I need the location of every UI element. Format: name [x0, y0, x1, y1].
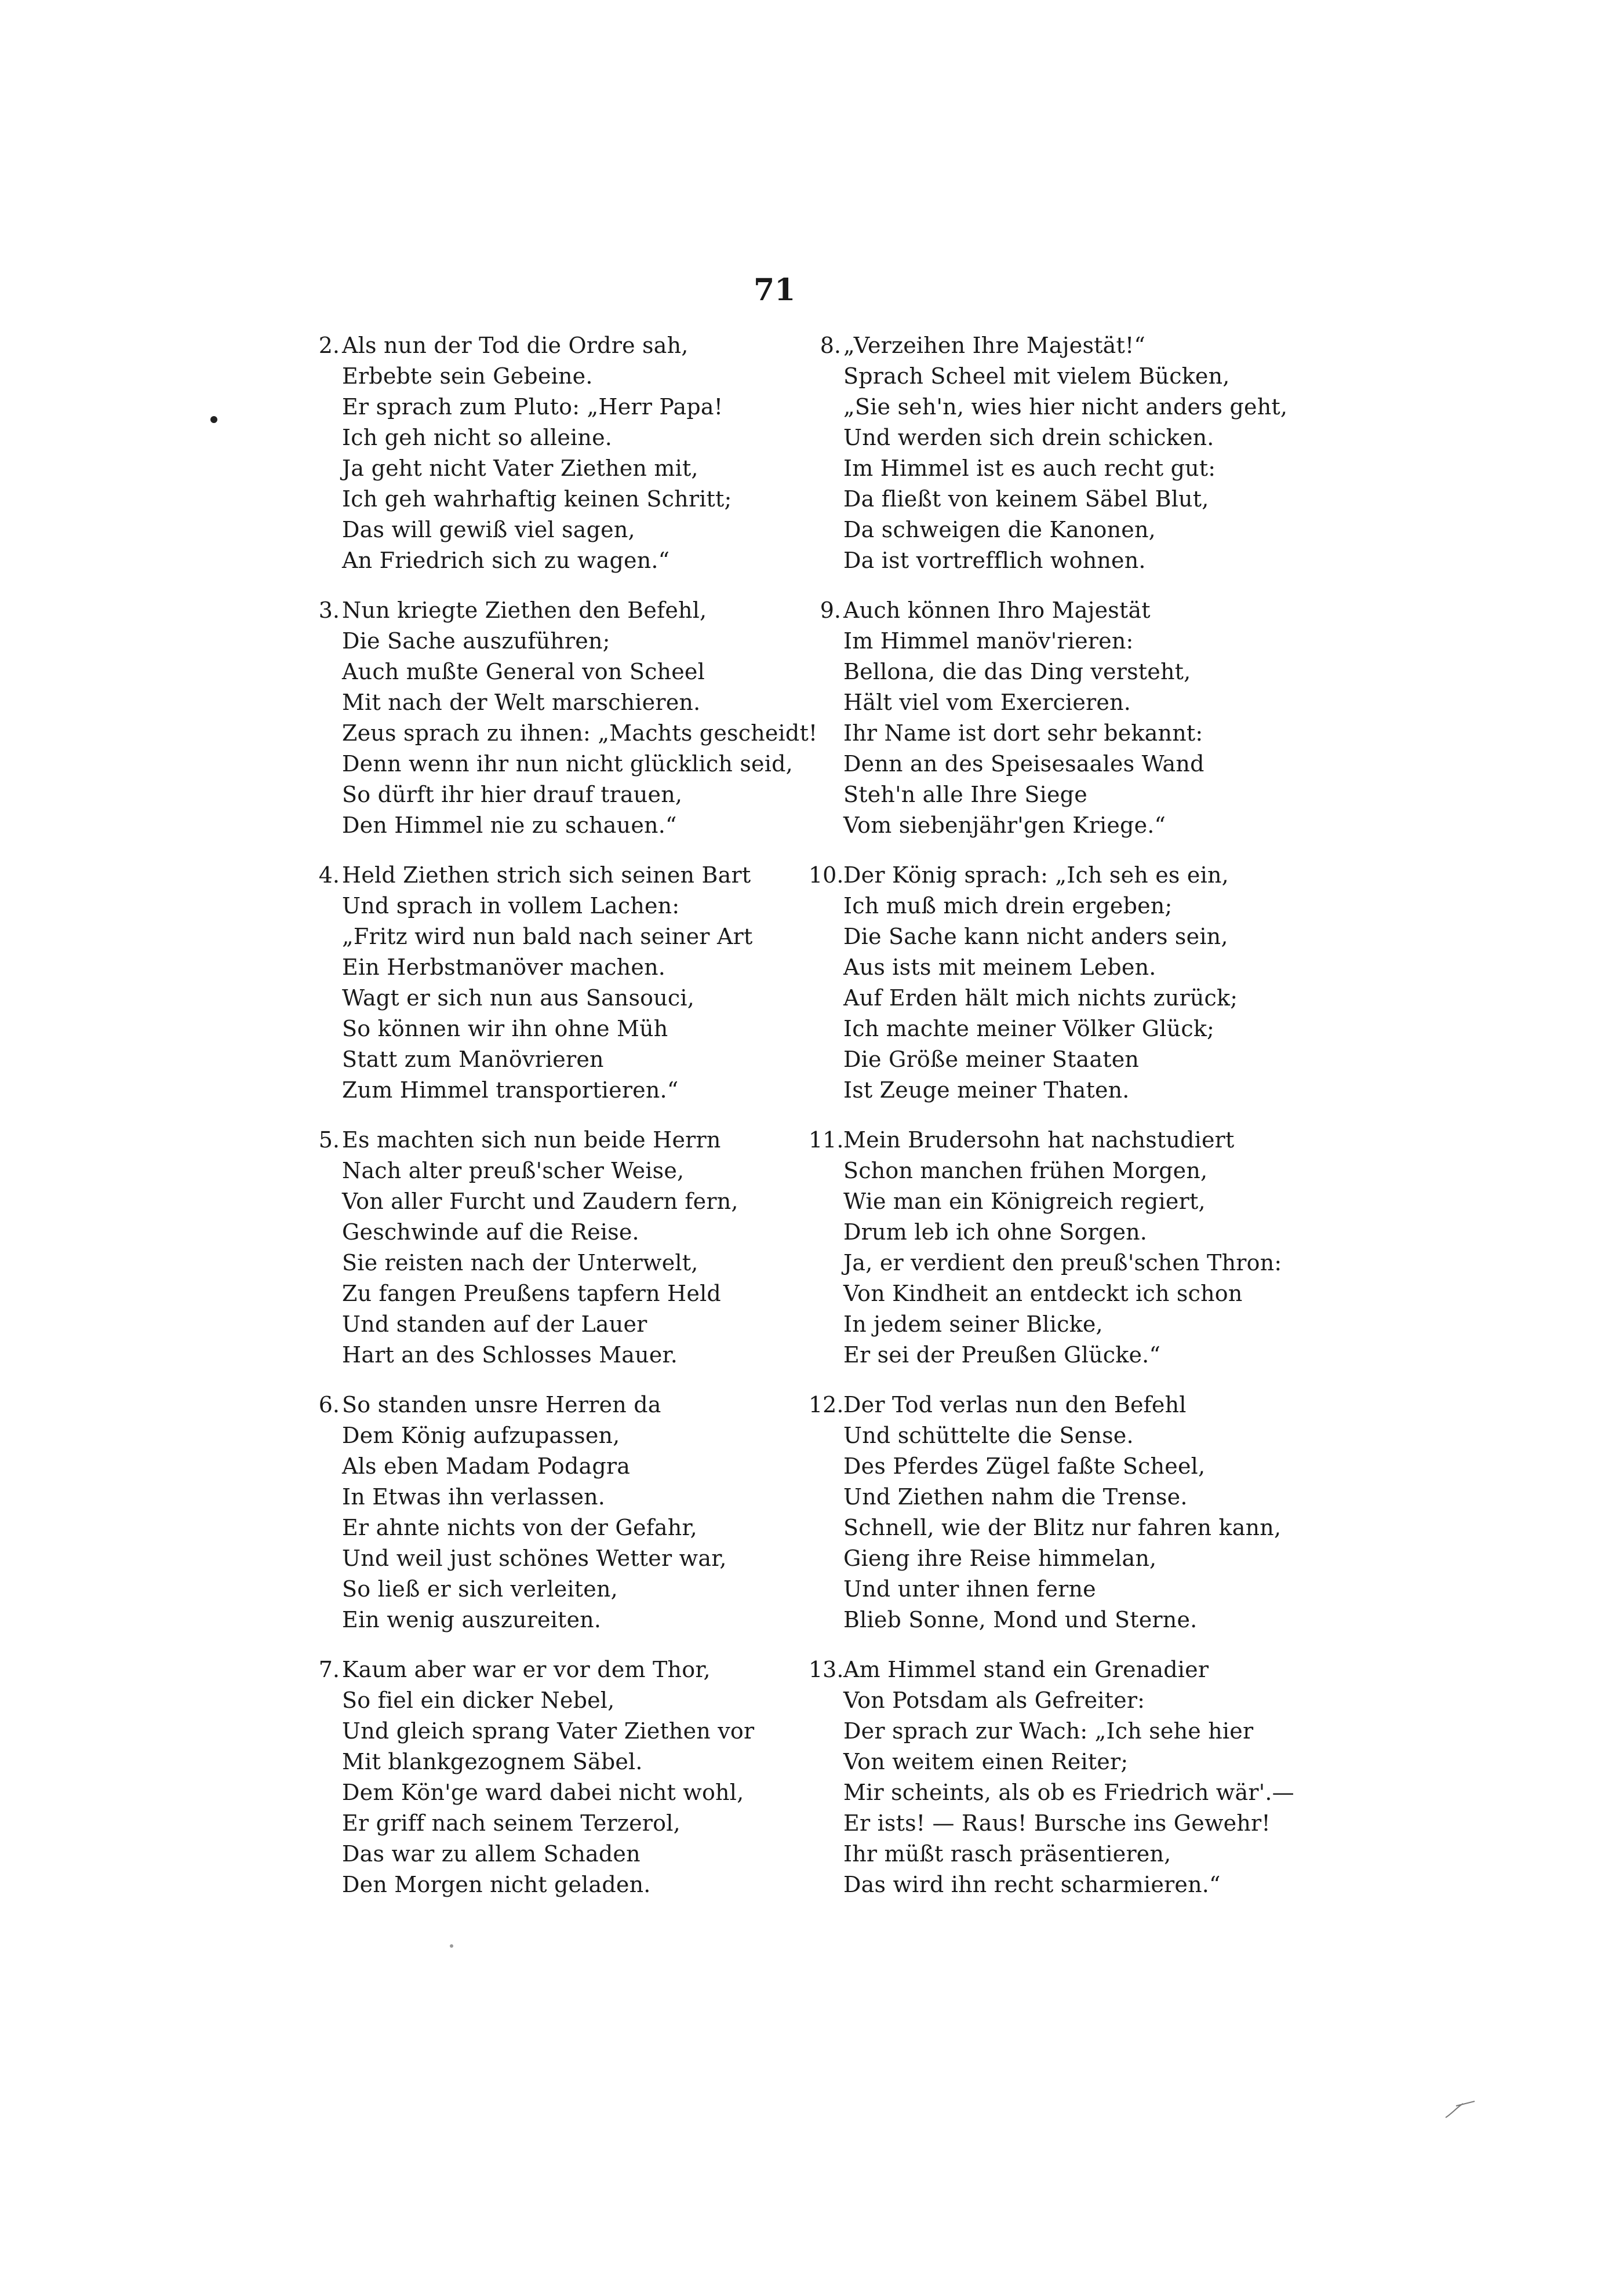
stanza	[809, 1390, 1307, 1635]
verse-line: „Verzeihen Ihre Majestät!“	[843, 333, 1146, 358]
verse-line: Sprach Scheel mit vielem Bücken,	[843, 363, 1230, 389]
verse-line: Denn an des Speisesaales Wand	[843, 751, 1204, 777]
verse-line: „Fritz wird nun bald nach seiner Art	[342, 924, 753, 949]
verse-line: Wie man ein Königreich regiert,	[843, 1189, 1206, 1214]
verse-line: Drum leb ich ohne Sorgen.	[843, 1219, 1148, 1245]
verse-line: Kaum aber war er vor dem Thor,	[342, 1657, 711, 1682]
verse-line: So standen unsre Herren da	[342, 1392, 661, 1417]
verse-line: So dürft ihr hier drauf trauen,	[342, 782, 683, 807]
verse-line: Den Morgen nicht geladen.	[342, 1872, 651, 1897]
verse-line: Von weitem einen Reiter;	[843, 1749, 1129, 1774]
stanza-number: 7.	[318, 1657, 340, 1682]
verse-line: An Friedrich sich zu wagen.“	[342, 548, 670, 573]
verse-line: Von aller Furcht und Zaudern fern,	[342, 1189, 738, 1214]
stanza	[809, 595, 1307, 841]
verse-line: Ein Herbstmanöver machen.	[342, 954, 666, 980]
verse-line: Und sprach in vollem Lachen:	[342, 893, 680, 919]
verse-line: Das will gewiß viel sagen,	[342, 517, 635, 542]
stanza-number: 11.	[809, 1127, 844, 1153]
verse-line: Zeus sprach zu ihnen: „Machts gescheidt!	[342, 720, 818, 746]
stanza-number: 13.	[809, 1657, 844, 1682]
verse-line: Statt zum Manövrieren	[342, 1047, 604, 1072]
verse-line: Er griff nach seinem Terzerol,	[342, 1810, 681, 1836]
verse-line: Im Himmel manöv'rieren:	[843, 628, 1134, 654]
left-column	[307, 330, 818, 1900]
verse-line: Von Potsdam als Gefreiter:	[843, 1688, 1145, 1713]
verse-line: Den Himmel nie zu schauen.“	[342, 812, 677, 838]
verse-line: Des Pferdes Zügel faßte Scheel,	[843, 1453, 1206, 1479]
verse-line: Ihr Name ist dort sehr bekannt:	[843, 720, 1203, 746]
verse-line: Und weil just schönes Wetter war,	[342, 1546, 727, 1571]
verse-line: Und werden sich drein schicken.	[843, 425, 1214, 450]
verse-line: Erbebte sein Gebeine.	[342, 363, 593, 389]
verse-line: Dem König aufzupassen,	[342, 1423, 620, 1448]
verse-line: Als nun der Tod die Ordre sah,	[342, 333, 689, 358]
stanza-number: 9.	[820, 597, 841, 623]
verse-line: Ja, er verdient den preuß'schen Thron:	[843, 1250, 1282, 1275]
verse-line: Der sprach zur Wach: „Ich sehe hier	[843, 1718, 1254, 1744]
verse-line: Die Sache kann nicht anders sein,	[843, 924, 1228, 949]
verse-line: Der Tod verlas nun den Befehl	[843, 1392, 1187, 1417]
verse-line: So fiel ein dicker Nebel,	[342, 1688, 615, 1713]
verse-line: So können wir ihn ohne Müh	[342, 1016, 668, 1041]
verse-line: Ich muß mich drein ergeben;	[843, 893, 1173, 919]
verse-line: Held Ziethen strich sich seinen Bart	[342, 862, 751, 888]
verse-line: Der König sprach: „Ich seh es ein,	[843, 862, 1229, 888]
verse-line: Ich geh nicht so alleine.	[342, 425, 613, 450]
verse-line: Mit blankgezognem Säbel.	[342, 1749, 643, 1774]
verse-line: Mir scheints, als ob es Friedrich wär'.—	[843, 1780, 1294, 1805]
verse-line: Mein Brudersohn hat nachstudiert	[843, 1127, 1235, 1153]
verse-line: In Etwas ihn verlassen.	[342, 1484, 606, 1510]
verse-line: Bellona, die das Ding versteht,	[843, 659, 1191, 684]
verse-line: Und schüttelte die Sense.	[843, 1423, 1134, 1448]
verse-line: Hält viel vom Exercieren.	[843, 690, 1131, 715]
ink-speck	[450, 1944, 453, 1948]
verse-line: Ihr müßt rasch präsentieren,	[843, 1841, 1171, 1867]
verse-line: Und standen auf der Lauer	[342, 1311, 647, 1337]
verse-line: Steh'n alle Ihre Siege	[843, 782, 1087, 807]
verse-line: Mit nach der Welt marschieren.	[342, 690, 701, 715]
verse-line: Er sei der Preußen Glücke.“	[843, 1342, 1161, 1368]
verse-line: Das war zu allem Schaden	[342, 1841, 641, 1867]
verse-line: Ist Zeuge meiner Thaten.	[843, 1077, 1130, 1103]
verse-line: Denn wenn ihr nun nicht glücklich seid,	[342, 751, 793, 777]
verse-line: Und gleich sprang Vater Ziethen vor	[342, 1718, 755, 1744]
verse-line: Zu fangen Preußens tapfern Held	[342, 1281, 721, 1306]
stanza-number: 6.	[318, 1392, 340, 1417]
stanza	[809, 1125, 1307, 1371]
verse-line: Von Kindheit an entdeckt ich schon	[843, 1281, 1243, 1306]
verse-line: Da schweigen die Kanonen,	[843, 517, 1156, 542]
verse-line: Hart an des Schlosses Mauer.	[342, 1342, 678, 1368]
verse-line: Blieb Sonne, Mond und Sterne.	[843, 1607, 1198, 1632]
verse-line: Ich geh wahrhaftig keinen Schritt;	[342, 486, 732, 512]
verse-line: Auch können Ihro Majestät	[843, 597, 1151, 623]
stanza	[307, 860, 806, 1106]
stanza	[307, 1654, 806, 1900]
stanza	[307, 1125, 806, 1371]
verse-line: Das wird ihn recht scharmieren.“	[843, 1872, 1221, 1897]
verse-line: Aus ists mit meinem Leben.	[843, 954, 1156, 980]
right-column	[809, 330, 1307, 1900]
stanza-number: 5.	[318, 1127, 340, 1153]
stanza	[809, 1654, 1307, 1900]
page-number: 71	[754, 272, 796, 308]
verse-line: So ließ er sich verleiten,	[342, 1576, 618, 1602]
verse-line: Da fließt von keinem Säbel Blut,	[843, 486, 1209, 512]
stanza	[809, 860, 1307, 1106]
stanza	[307, 1390, 806, 1635]
verse-line: Die Sache auszuführen;	[342, 628, 610, 654]
verse-line: Auf Erden hält mich nichts zurück;	[843, 985, 1238, 1011]
stanza-number: 4.	[318, 862, 340, 888]
stanza-number: 3.	[318, 597, 340, 623]
verse-line: Und unter ihnen ferne	[843, 1576, 1096, 1602]
verse-line: Am Himmel stand ein Grenadier	[843, 1657, 1209, 1682]
verse-line: Nun kriegte Ziethen den Befehl,	[342, 597, 707, 623]
verse-line: Vom siebenjähr'gen Kriege.“	[843, 812, 1166, 838]
verse-line: „Sie seh'n, wies hier nicht anders geht,	[843, 394, 1288, 420]
verse-line: Er sprach zum Pluto: „Herr Papa!	[342, 394, 723, 420]
verse-line: Es machten sich nun beide Herrn	[342, 1127, 721, 1153]
stanza-number: 2.	[318, 333, 340, 358]
ink-dot	[210, 416, 217, 423]
verse-line: Ja geht nicht Vater Ziethen mit,	[342, 455, 698, 481]
verse-line: Nach alter preuß'scher Weise,	[342, 1158, 685, 1183]
verse-line: Er ists! — Raus! Bursche ins Gewehr!	[843, 1810, 1271, 1836]
verse-line: In jedem seiner Blicke,	[843, 1311, 1103, 1337]
stanza-number: 12.	[809, 1392, 844, 1417]
stanza	[307, 330, 806, 576]
verse-line: Zum Himmel transportieren.“	[342, 1077, 679, 1103]
verse-line: Dem Kön'ge ward dabei nicht wohl,	[342, 1780, 744, 1805]
verse-line: Ich machte meiner Völker Glück;	[843, 1016, 1215, 1041]
verse-line: Schon manchen frühen Morgen,	[843, 1158, 1208, 1183]
pencil-mark-icon	[1443, 2098, 1478, 2121]
stanza-number: 8.	[820, 333, 841, 358]
verse-line: Sie reisten nach der Unterwelt,	[342, 1250, 698, 1275]
verse-line: Ein wenig auszureiten.	[342, 1607, 602, 1632]
stanza-number: 10.	[809, 862, 844, 888]
verse-line: Gieng ihre Reise himmelan,	[843, 1546, 1157, 1571]
verse-line: Er ahnte nichts von der Gefahr,	[342, 1515, 697, 1540]
verse-line: Geschwinde auf die Reise.	[342, 1219, 639, 1245]
stanza	[307, 595, 818, 841]
verse-line: Wagt er sich nun aus Sansouci,	[342, 985, 695, 1011]
verse-line: Und Ziethen nahm die Trense.	[843, 1484, 1188, 1510]
verse-line: Da ist vortrefflich wohnen.	[843, 548, 1146, 573]
verse-line: Im Himmel ist es auch recht gut:	[843, 455, 1216, 481]
verse-line: Als eben Madam Podagra	[342, 1453, 631, 1479]
verse-line: Die Größe meiner Staaten	[843, 1047, 1140, 1072]
stanza	[809, 330, 1307, 576]
verse-line: Auch mußte General von Scheel	[342, 659, 705, 684]
verse-line: Schnell, wie der Blitz nur fahren kann,	[843, 1515, 1282, 1540]
